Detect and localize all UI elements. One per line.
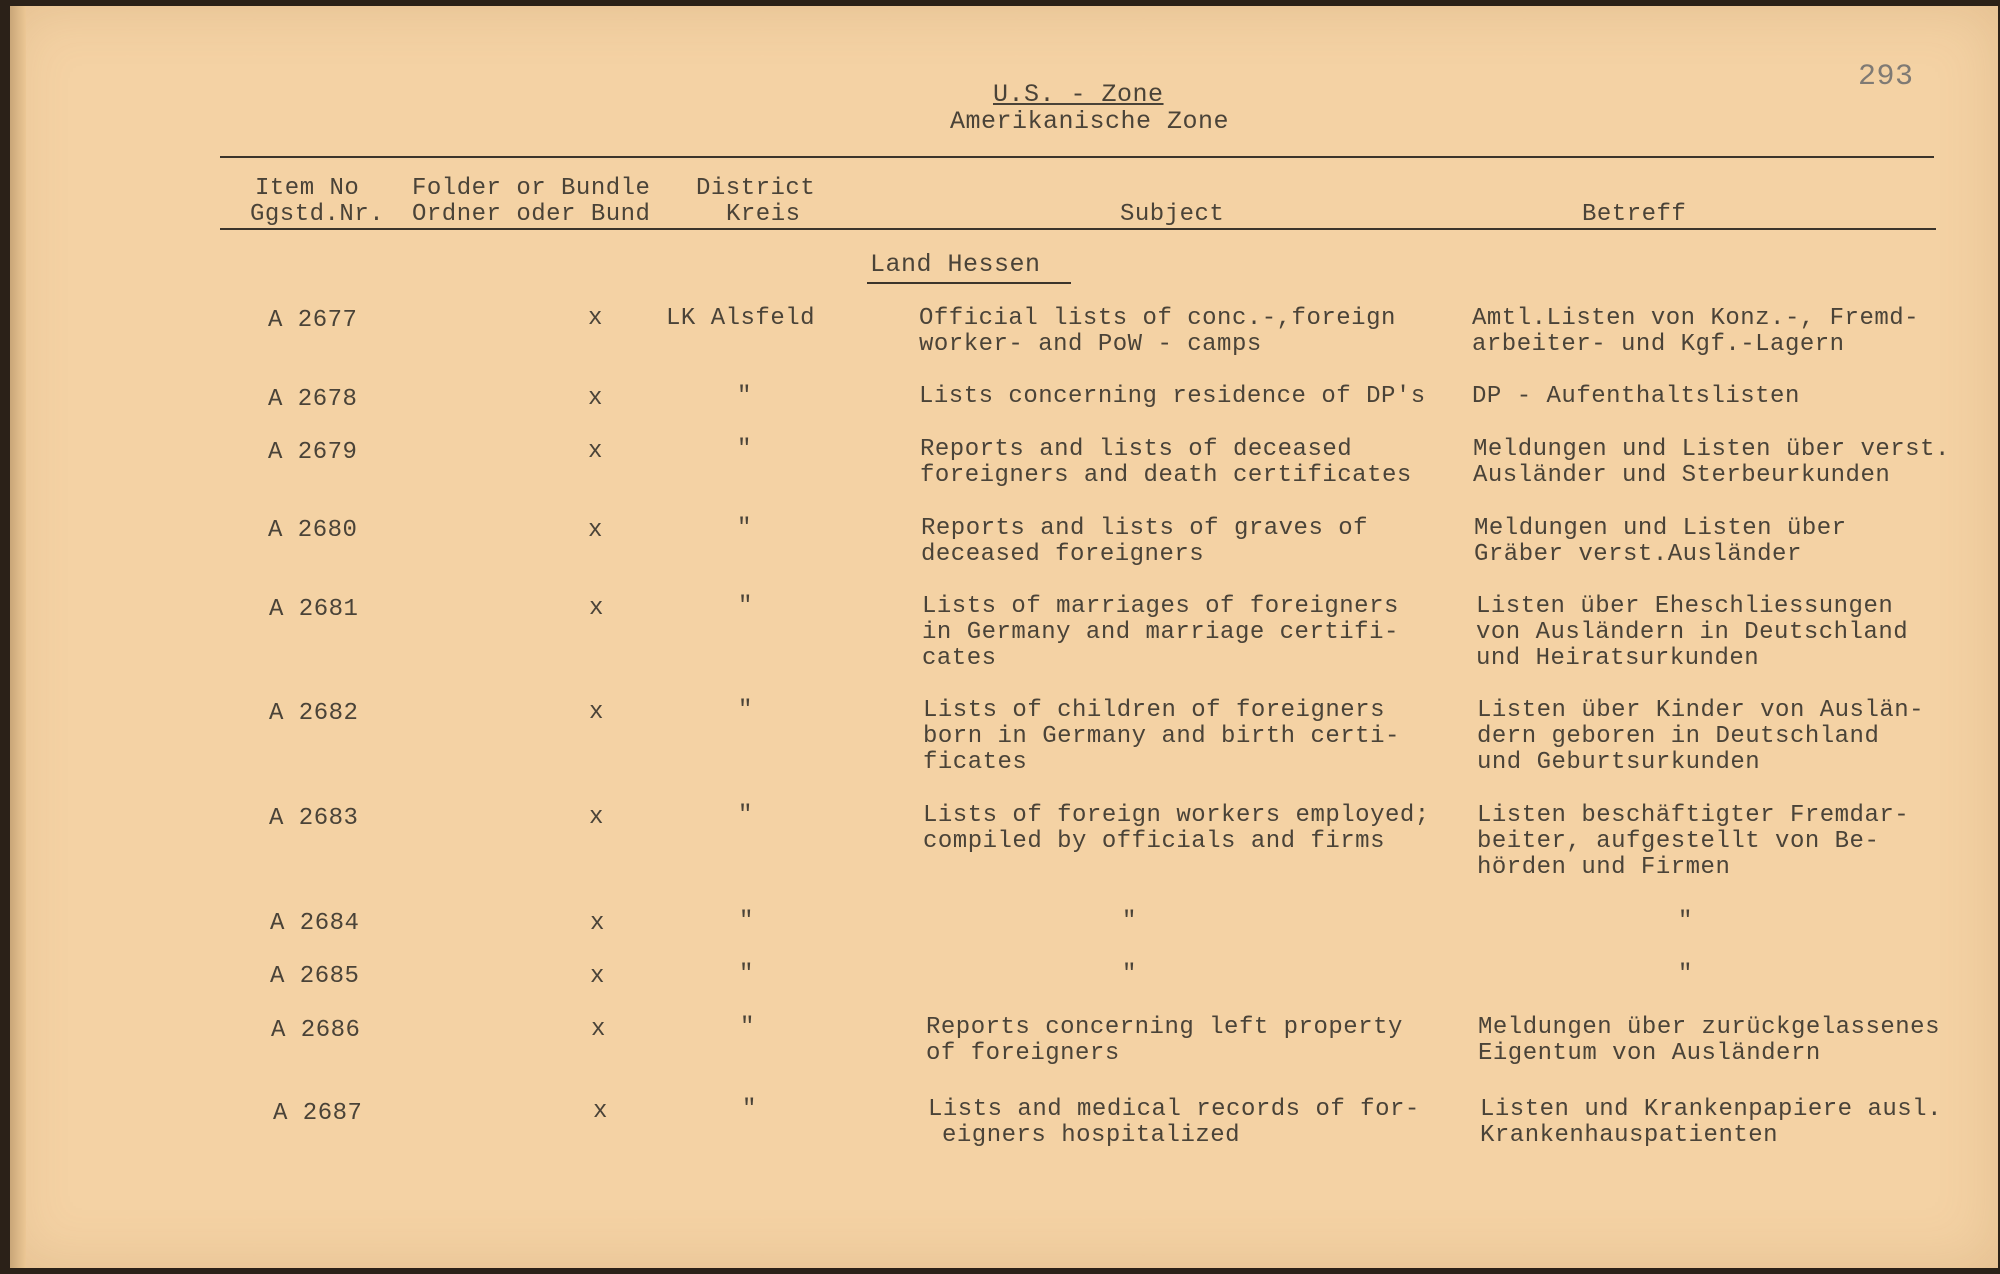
item-number: A 2680 bbox=[268, 517, 358, 544]
betreff-line: Listen über Eheschliessungen bbox=[1476, 593, 1894, 620]
subject-line: Reports concerning left property bbox=[926, 1014, 1403, 1041]
betreff-line: arbeiter- und Kgf.-Lagern bbox=[1472, 331, 1845, 358]
district-ditto: " bbox=[738, 802, 753, 829]
subject-ditto: " bbox=[1122, 961, 1137, 988]
subject-line: Lists and medical records of for- bbox=[928, 1096, 1420, 1123]
district-ditto: " bbox=[739, 961, 754, 988]
district-ditto: " bbox=[739, 908, 754, 935]
district: LK Alsfeld bbox=[666, 305, 816, 332]
betreff-line: dern geboren in Deutschland bbox=[1477, 723, 1880, 750]
header-district-de: Kreis bbox=[726, 201, 801, 228]
header-subject: Subject bbox=[1120, 201, 1225, 228]
subject-line: Lists of marriages of foreigners bbox=[922, 593, 1399, 620]
subject-line: eigners hospitalized bbox=[942, 1122, 1241, 1149]
betreff-line: beiter, aufgestellt von Be- bbox=[1477, 828, 1880, 855]
item-number: A 2677 bbox=[268, 307, 358, 334]
betreff-line: Amtl.Listen von Konz.-, Fremd- bbox=[1472, 305, 1920, 332]
folder-mark: x bbox=[588, 385, 603, 412]
district-ditto: " bbox=[738, 697, 753, 724]
subject-line: Lists of children of foreigners bbox=[923, 697, 1385, 724]
item-number: A 2678 bbox=[268, 386, 358, 413]
header-top-rule bbox=[220, 156, 1934, 158]
header-district-en: District bbox=[696, 175, 816, 202]
zone-subtitle: Amerikanische Zone bbox=[950, 107, 1230, 136]
betreff-line: und Geburtsurkunden bbox=[1477, 749, 1761, 776]
zone-title: U.S. - Zone bbox=[993, 80, 1164, 109]
betreff-line: DP - Aufenthaltslisten bbox=[1472, 383, 1800, 410]
subject-line: Official lists of conc.-,foreign bbox=[919, 305, 1396, 332]
folder-mark: x bbox=[588, 305, 603, 332]
subject-line: Reports and lists of graves of bbox=[921, 515, 1369, 542]
folder-mark: x bbox=[590, 910, 605, 937]
subject-line: Lists of foreign workers employed; bbox=[923, 802, 1430, 829]
folder-mark: x bbox=[590, 963, 605, 990]
folder-mark: x bbox=[588, 517, 603, 544]
item-number: A 2685 bbox=[270, 963, 360, 990]
section-underline bbox=[867, 282, 1071, 284]
item-number: A 2686 bbox=[271, 1017, 361, 1044]
item-number: A 2682 bbox=[269, 700, 359, 727]
header-folder-de: Ordner oder Bund bbox=[412, 201, 651, 228]
district-ditto: " bbox=[740, 1014, 755, 1041]
folder-mark: x bbox=[589, 595, 604, 622]
header-item-de: Ggstd.Nr. bbox=[250, 201, 385, 228]
header-item-en: Item No bbox=[255, 175, 360, 202]
district-ditto: " bbox=[737, 515, 752, 542]
subject-line: of foreigners bbox=[926, 1040, 1120, 1067]
district-ditto: " bbox=[737, 436, 752, 463]
betreff-line: Eigentum von Ausländern bbox=[1478, 1040, 1821, 1067]
subject-line: ficates bbox=[923, 749, 1028, 776]
subject-line: Reports and lists of deceased bbox=[920, 436, 1353, 463]
subject-line: compiled by officials and firms bbox=[923, 828, 1385, 855]
page-number: 293 bbox=[1858, 60, 1914, 94]
subject-line: in Germany and marriage certifi- bbox=[922, 619, 1399, 646]
betreff-line: Gräber verst.Ausländer bbox=[1474, 541, 1802, 568]
subject-line: foreigners and death certificates bbox=[920, 462, 1412, 489]
betreff-line: Meldungen und Listen über bbox=[1474, 515, 1847, 542]
header-folder-en: Folder or Bundle bbox=[412, 175, 651, 202]
betreff-line: von Ausländern in Deutschland bbox=[1476, 619, 1909, 646]
betreff-line: Listen und Krankenpapiere ausl. bbox=[1480, 1096, 1942, 1123]
district-ditto: " bbox=[737, 383, 752, 410]
betreff-line: Listen beschäftigter Fremdar- bbox=[1477, 802, 1910, 829]
header-bottom-rule bbox=[220, 228, 1936, 230]
district-ditto: " bbox=[742, 1096, 757, 1123]
betreff-ditto: " bbox=[1678, 908, 1693, 935]
section-title: Land Hessen bbox=[870, 250, 1041, 279]
betreff-line: Krankenhauspatienten bbox=[1480, 1122, 1779, 1149]
page-binding-edge bbox=[10, 6, 26, 1268]
betreff-line: Meldungen und Listen über verst. bbox=[1473, 436, 1950, 463]
folder-mark: x bbox=[589, 699, 604, 726]
item-number: A 2687 bbox=[273, 1100, 363, 1127]
betreff-line: Meldungen über zurückgelassenes bbox=[1478, 1014, 1940, 1041]
betreff-line: hörden und Firmen bbox=[1477, 854, 1731, 881]
document-page bbox=[10, 6, 1998, 1268]
folder-mark: x bbox=[588, 438, 603, 465]
subject-line: born in Germany and birth certi- bbox=[923, 723, 1400, 750]
item-number: A 2683 bbox=[269, 805, 359, 832]
betreff-line: Ausländer und Sterbeurkunden bbox=[1473, 462, 1891, 489]
item-number: A 2679 bbox=[268, 439, 358, 466]
subject-ditto: " bbox=[1122, 908, 1137, 935]
folder-mark: x bbox=[593, 1098, 608, 1125]
betreff-line: und Heiratsurkunden bbox=[1476, 645, 1760, 672]
folder-mark: x bbox=[589, 804, 604, 831]
district-ditto: " bbox=[738, 593, 753, 620]
item-number: A 2681 bbox=[269, 596, 359, 623]
subject-line: deceased foreigners bbox=[921, 541, 1205, 568]
betreff-ditto: " bbox=[1678, 961, 1693, 988]
item-number: A 2684 bbox=[270, 910, 360, 937]
header-betreff: Betreff bbox=[1582, 201, 1687, 228]
betreff-line: Listen über Kinder von Auslän- bbox=[1477, 697, 1925, 724]
subject-line: Lists concerning residence of DP's bbox=[919, 383, 1426, 410]
folder-mark: x bbox=[591, 1016, 606, 1043]
subject-line: cates bbox=[922, 645, 997, 672]
subject-line: worker- and PoW - camps bbox=[919, 331, 1262, 358]
